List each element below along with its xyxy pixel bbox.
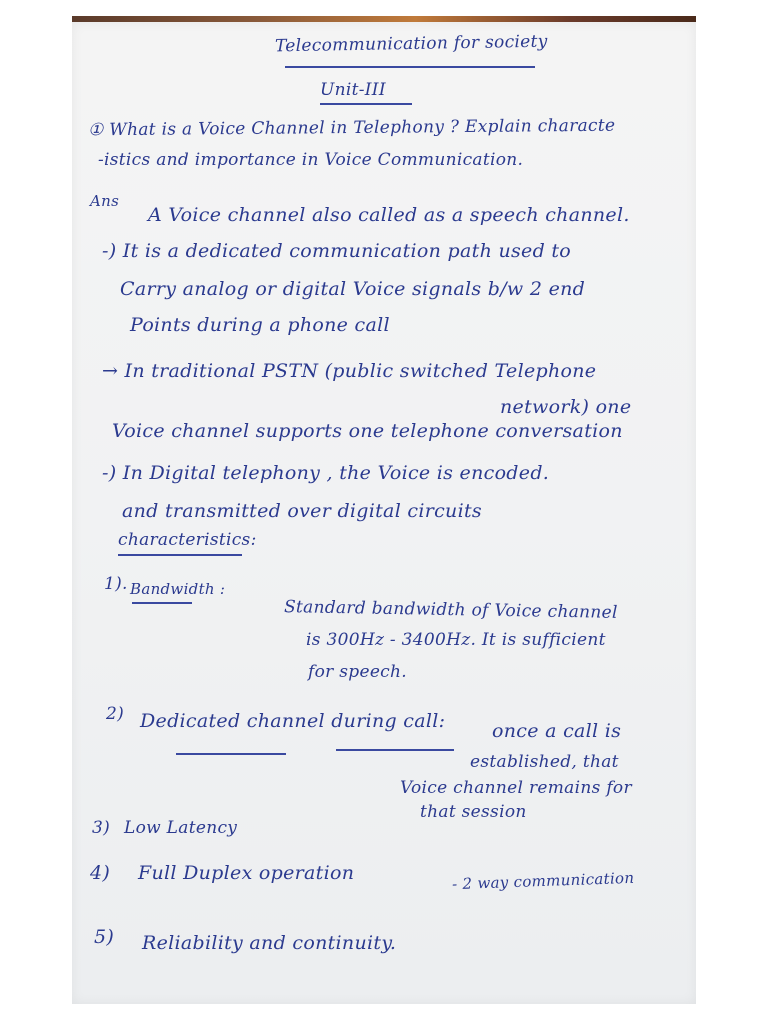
char-1-underline <box>132 602 192 604</box>
char-1-term: Bandwidth : <box>130 580 226 598</box>
unit-underline <box>320 103 412 105</box>
answer-line-9: and transmitted over digital circuits <box>122 500 482 522</box>
answer-line-8: -) In Digital telephony , the Voice is encoded. <box>102 462 550 484</box>
answer-line-1: A Voice channel also called as a speech channel. <box>148 204 630 226</box>
question-line-1: ① What is a Voice Channel in Telephony ? Explain characte <box>87 115 616 141</box>
char-4-term: Full Duplex operation <box>138 862 355 884</box>
answer-line-6: network) one <box>500 396 632 418</box>
answer-line-2: -) It is a dedicated communication path used to <box>102 240 572 262</box>
char-4-desc-1: - 2 way communication <box>451 868 635 894</box>
char-2-desc-1: once a call is <box>492 720 622 742</box>
char-2-desc-3: Voice channel remains for <box>400 778 632 798</box>
answer-line-3: Carry analog or digital Voice signals b/w 2 end <box>120 278 586 300</box>
char-2-term: Dedicated channel during call: <box>140 710 446 732</box>
char-2-num: 2) <box>106 704 125 724</box>
notebook-page <box>72 22 696 1004</box>
char-3-term: Low Latency <box>124 818 238 838</box>
answer-line-5: → In traditional PSTN (public switched Telephone <box>102 360 597 382</box>
answer-line-7: Voice channel supports one telephone conversation <box>112 420 623 442</box>
char-2-desc-2: established, that <box>470 752 619 772</box>
unit-heading: Unit-III <box>320 80 386 100</box>
title-underline <box>285 66 535 68</box>
char-5-term: Reliability and continuity. <box>142 932 397 954</box>
char-1-num: 1). <box>104 574 128 594</box>
answer-label: Ans <box>90 192 120 210</box>
char-2-desc-4: that session <box>420 802 527 822</box>
char-2-underline-a <box>176 753 286 755</box>
question-line-2: -istics and importance in Voice Communication. <box>98 150 524 170</box>
char-5-num: 5) <box>94 926 115 948</box>
char-4-num: 4) <box>90 862 111 884</box>
char-1-desc-2: is 300Hz - 3400Hz. It is sufficient <box>306 630 606 650</box>
characteristics-underline <box>118 554 242 556</box>
char-3-num: 3) <box>92 818 111 838</box>
char-1-desc-1: Standard bandwidth of Voice channel <box>283 597 618 623</box>
char-2-underline-b <box>336 749 454 751</box>
answer-line-4: Points during a phone call <box>130 314 390 336</box>
char-1-desc-3: for speech. <box>308 662 407 682</box>
characteristics-heading: characteristics: <box>118 530 257 550</box>
page-title: Telecommunication for society <box>274 31 548 57</box>
